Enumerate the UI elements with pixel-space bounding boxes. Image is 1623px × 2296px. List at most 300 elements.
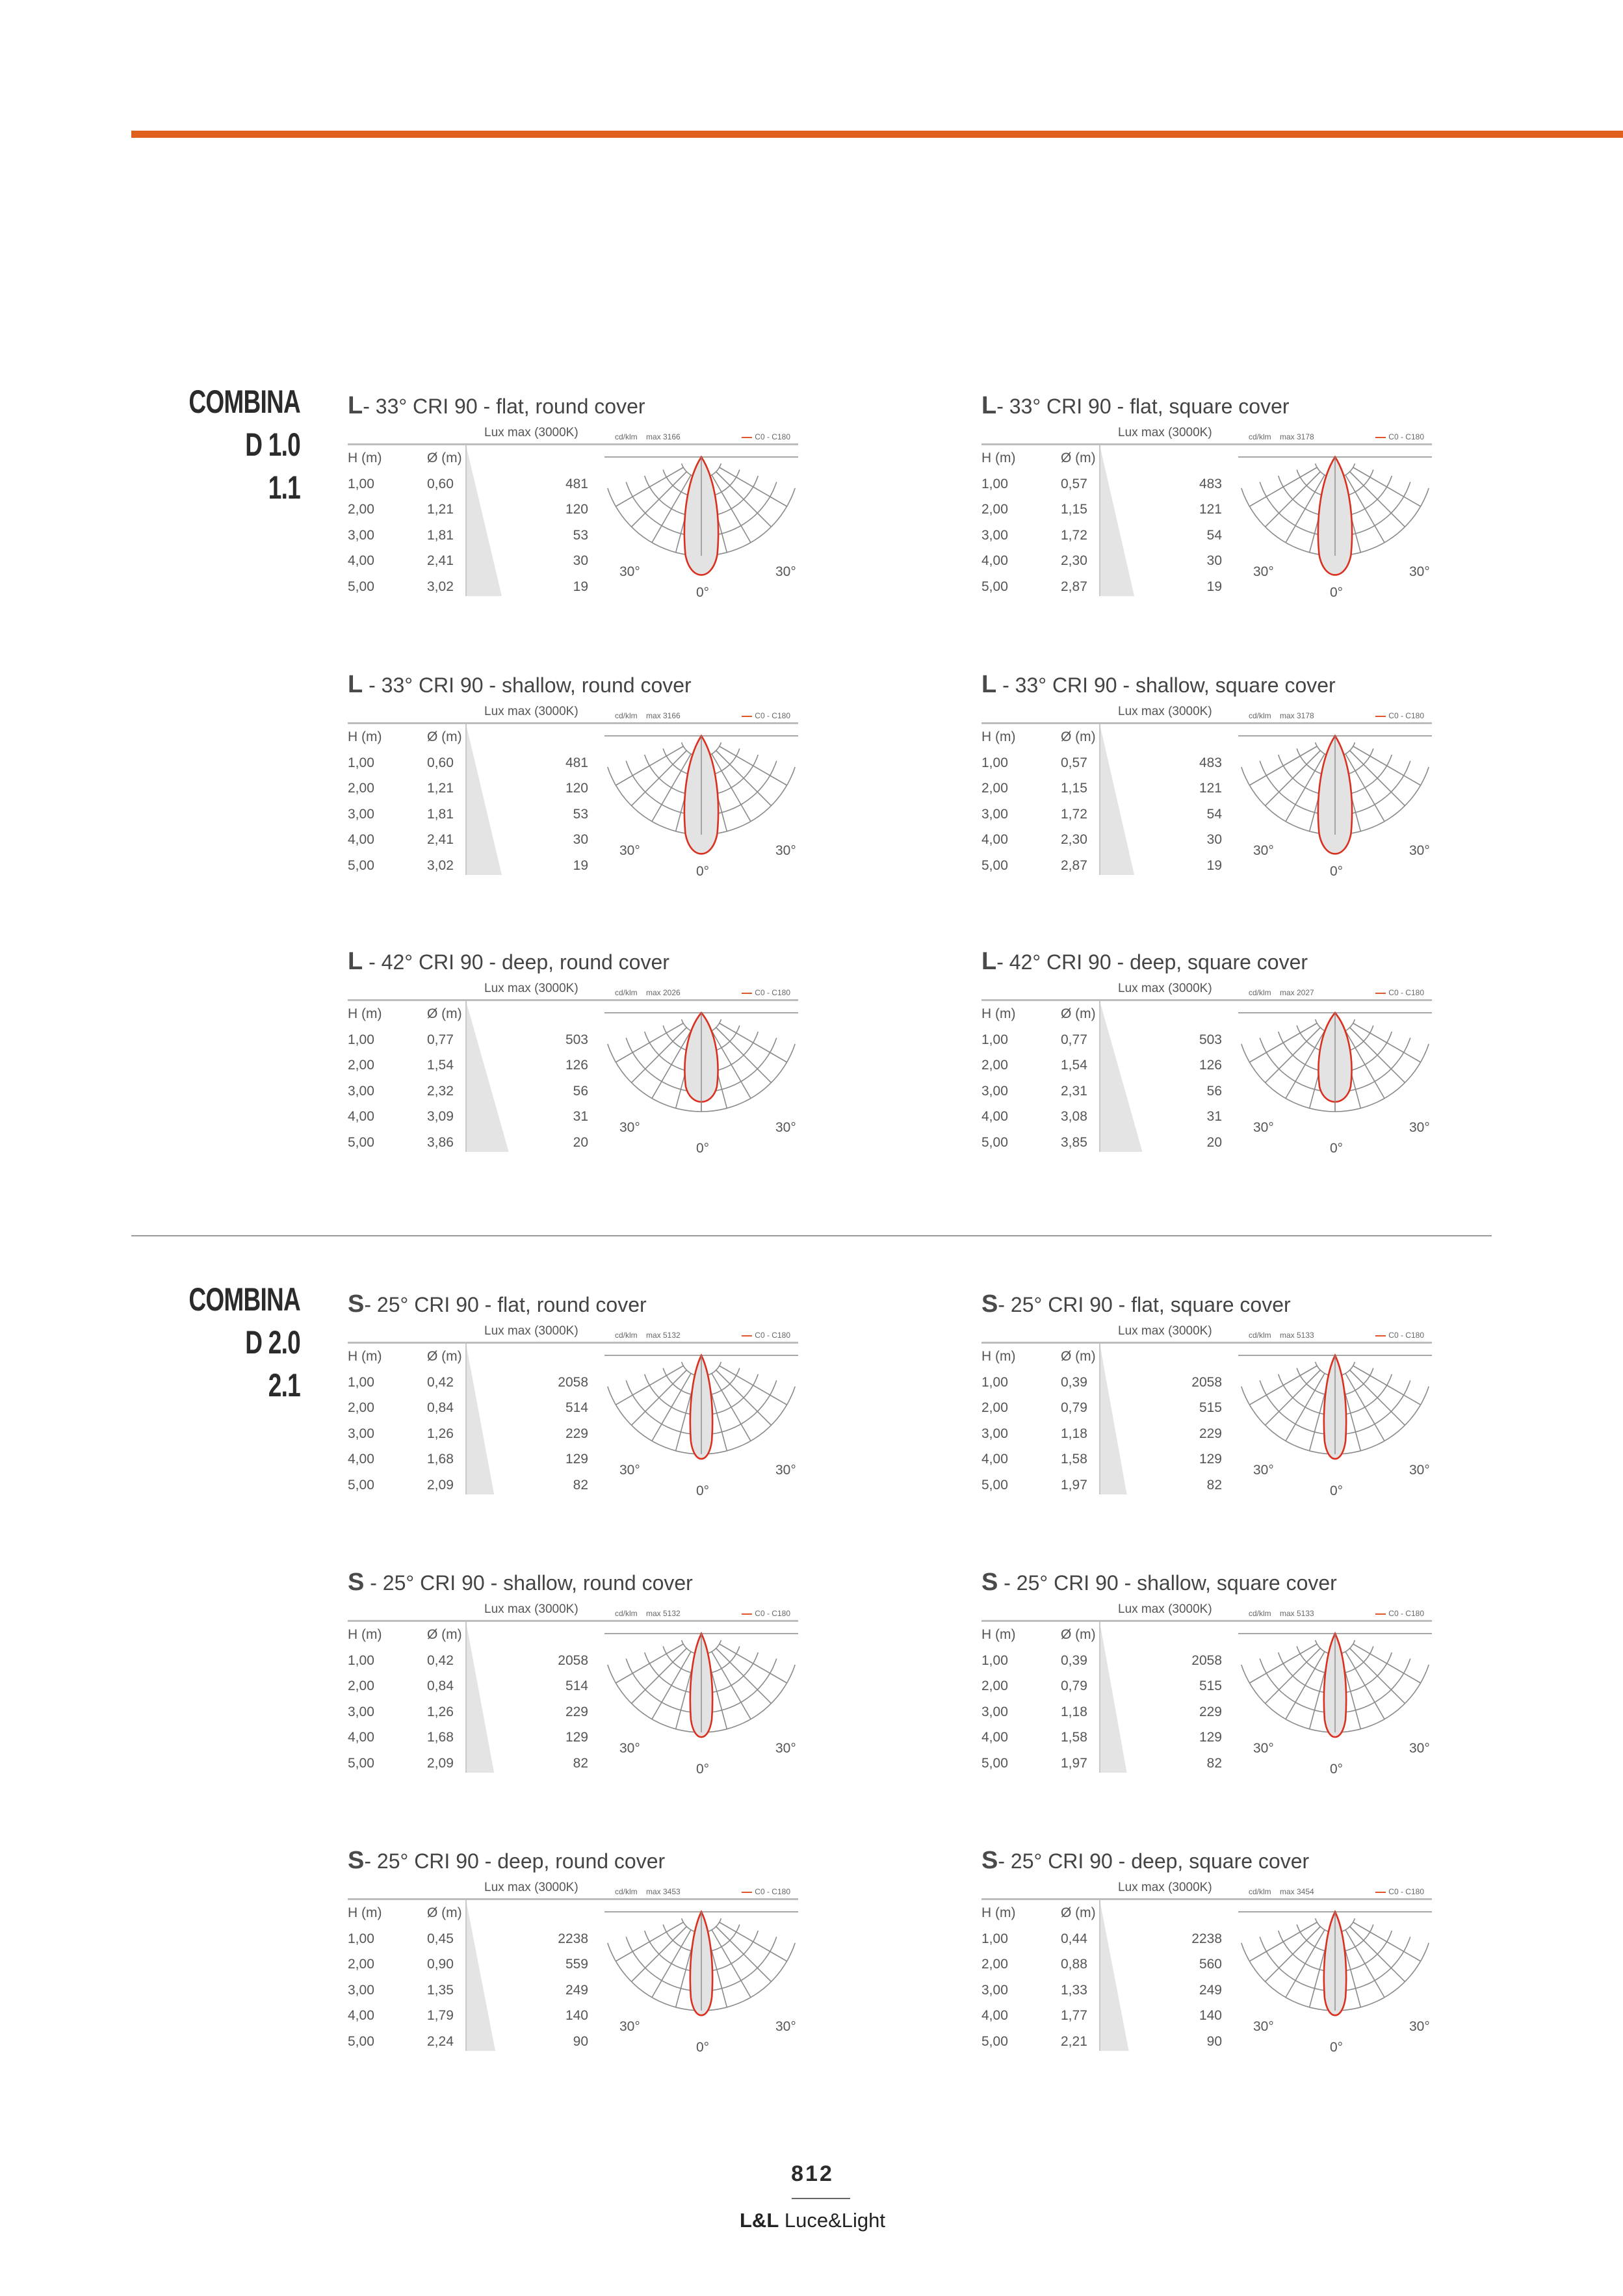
legend-label: C0 - C180: [1388, 1887, 1424, 1896]
angle-label-right: 30°: [775, 1463, 796, 1478]
lux-cell: 514: [565, 1400, 588, 1415]
table-row: [348, 1084, 588, 1108]
height-cell: 5,00: [981, 579, 1008, 594]
diameter-cell: 1,26: [427, 1426, 454, 1441]
photometric-block: [348, 1290, 972, 1505]
table-row: [348, 1983, 588, 2007]
angle-label-left: 30°: [1253, 1120, 1274, 1135]
diameter-cell: 0,84: [427, 1678, 454, 1693]
diameter-cell: Ø (m): [1061, 1006, 1096, 1021]
diameter-cell: 0,84: [427, 1400, 454, 1415]
lux-max-header: Lux max (3000K): [1118, 1881, 1212, 1894]
lux-cell: 560: [1199, 1957, 1222, 1972]
unit-label: cd/klm: [615, 432, 638, 441]
beam-description: - 25° CRI 90 - shallow, square cover: [998, 1571, 1337, 1595]
table-header-row: [981, 1627, 1222, 1652]
diameter-cell: 1,79: [427, 2008, 454, 2023]
angle-label-right: 30°: [1409, 843, 1430, 858]
photometric-block: [348, 1847, 972, 2061]
table-row: [981, 1983, 1222, 2007]
diameter-cell: 0,45: [427, 1931, 454, 1946]
section-title-combina-d1: COMBINA D 1.0 1.1: [188, 384, 300, 506]
unit-label: cd/klm: [1249, 1887, 1271, 1896]
diameter-cell: 1,21: [427, 781, 454, 796]
table-row: [981, 1400, 1222, 1425]
diameter-cell: 2,87: [1061, 857, 1087, 873]
lux-cell: 54: [1206, 806, 1222, 822]
max-intensity: max 5132: [646, 1609, 681, 1618]
lux-cell: 30: [1206, 553, 1222, 568]
photometric-block: [981, 392, 1605, 607]
table-row: [348, 1730, 588, 1755]
legend-label: C0 - C180: [755, 1609, 790, 1618]
angle-label-left: 30°: [1253, 1741, 1274, 1756]
lux-cell: 229: [565, 1426, 588, 1441]
beam-code: S: [981, 1847, 998, 1874]
angle-label-right: 30°: [775, 843, 796, 858]
lux-cell: 30: [573, 832, 588, 847]
height-cell: H (m): [981, 450, 1016, 465]
legend-c0-c180: [1375, 432, 1424, 441]
angle-label-bottom: 0°: [696, 864, 710, 879]
lux-cell: 481: [565, 755, 588, 770]
legend-c0-c180: [1375, 988, 1424, 997]
legend-c0-c180: [1375, 1609, 1424, 1618]
lux-cell: 19: [1206, 857, 1222, 873]
diameter-cell: 2,09: [427, 1477, 454, 1493]
diameter-cell: 1,18: [1061, 1426, 1087, 1441]
table-row: [981, 528, 1222, 553]
lux-cell: 2058: [1191, 1374, 1222, 1390]
angle-label-bottom: 0°: [696, 1762, 710, 1777]
beam-code: S: [348, 1847, 365, 1874]
lux-cell: 54: [1206, 527, 1222, 543]
height-cell: 5,00: [981, 1755, 1008, 1771]
height-cell: 5,00: [348, 579, 374, 594]
block-title: [981, 1847, 1309, 1875]
height-cell: 1,00: [348, 1032, 374, 1047]
height-cell: 3,00: [981, 1083, 1008, 1099]
angle-label-bottom: 0°: [696, 1483, 710, 1498]
diameter-cell: 1,68: [427, 1452, 454, 1467]
brand-logo: [715, 2209, 910, 2232]
lux-cell: 30: [573, 553, 588, 568]
height-cell: 2,00: [348, 1678, 374, 1693]
block-title: [348, 392, 645, 420]
beam-code: S: [981, 1290, 998, 1318]
diameter-cell: 1,54: [427, 1058, 454, 1073]
height-cell: 4,00: [981, 553, 1008, 568]
beam-description: - 25° CRI 90 - flat, round cover: [364, 1293, 647, 1316]
table-row: [981, 1452, 1222, 1476]
angle-label-bottom: 0°: [1330, 2040, 1344, 2055]
lux-max-header: Lux max (3000K): [484, 1881, 578, 1894]
diameter-cell: 2,24: [427, 2033, 454, 2049]
diameter-cell: 1,81: [427, 527, 454, 543]
table-header-row: [348, 1905, 588, 1930]
max-intensity: max 5133: [1280, 1609, 1314, 1618]
table-row: [981, 1957, 1222, 1981]
max-intensity: max 3178: [1280, 711, 1314, 720]
table-row: [981, 1653, 1222, 1678]
angle-label-bottom: 0°: [1330, 1483, 1344, 1498]
height-cell: H (m): [348, 729, 382, 744]
legend-label: C0 - C180: [1388, 711, 1424, 720]
table-row: [981, 1375, 1222, 1400]
height-cell: 5,00: [981, 2033, 1008, 2049]
height-cell: 1,00: [348, 476, 374, 491]
table-row: [981, 1704, 1222, 1729]
diameter-cell: 1,81: [427, 806, 454, 822]
height-cell: 5,00: [348, 1477, 374, 1493]
table-row: [981, 1032, 1222, 1057]
page-number-rule: [792, 2198, 850, 2199]
angle-label-left: 30°: [1253, 564, 1274, 579]
lux-cell: 229: [1199, 1426, 1222, 1441]
table-header-row: [981, 450, 1222, 475]
lux-cell: 90: [573, 2033, 588, 2049]
height-cell: 3,00: [348, 1083, 374, 1099]
lux-cell: 483: [1199, 755, 1222, 770]
photometric-block: [981, 1569, 1605, 1783]
angle-label-left: 30°: [1253, 1463, 1274, 1478]
diameter-cell: 0,42: [427, 1652, 454, 1668]
height-cell: H (m): [348, 1627, 382, 1642]
lux-cell: 82: [1206, 1477, 1222, 1493]
diameter-cell: 1,26: [427, 1704, 454, 1719]
diameter-cell: Ø (m): [427, 1006, 462, 1021]
table-header-row: [981, 1006, 1222, 1031]
diameter-cell: 0,60: [427, 755, 454, 770]
table-row: [348, 1032, 588, 1057]
table-row: [981, 502, 1222, 527]
table-row: [981, 807, 1222, 831]
angle-label-bottom: 0°: [696, 2040, 710, 2055]
beam-description: - 33° CRI 90 - shallow, round cover: [363, 673, 692, 697]
angle-label-left: 30°: [619, 564, 640, 579]
angle-label-bottom: 0°: [1330, 864, 1344, 879]
diameter-cell: Ø (m): [1061, 1349, 1096, 1364]
legend-line-swatch: [1375, 993, 1386, 994]
height-cell: 2,00: [981, 1678, 1008, 1693]
diameter-cell: 2,21: [1061, 2033, 1087, 2049]
legend-c0-c180: [1375, 711, 1424, 720]
height-cell: 5,00: [348, 857, 374, 873]
lux-cell: 82: [573, 1755, 588, 1771]
height-cell: 4,00: [348, 1109, 374, 1124]
legend-c0-c180: [1375, 1331, 1424, 1340]
legend-line-swatch: [742, 437, 752, 438]
table-row: [348, 1375, 588, 1400]
height-cell: 5,00: [348, 2033, 374, 2049]
diameter-cell: Ø (m): [427, 1349, 462, 1364]
polar-header: [604, 1886, 798, 1899]
lux-cell: 249: [1199, 1982, 1222, 1998]
table-row: [348, 781, 588, 805]
beam-description: - 33° CRI 90 - shallow, square cover: [996, 673, 1336, 697]
lux-cell: 129: [1199, 1730, 1222, 1745]
legend-c0-c180: [742, 1887, 790, 1896]
photometric-block: [981, 948, 1605, 1162]
diameter-cell: 2,41: [427, 832, 454, 847]
diameter-cell: 0,77: [427, 1032, 454, 1047]
height-cell: H (m): [348, 1905, 382, 1920]
lux-cell: 229: [565, 1704, 588, 1719]
legend-line-swatch: [1375, 437, 1386, 438]
diameter-cell: 2,30: [1061, 553, 1087, 568]
table-row: [981, 1426, 1222, 1451]
lux-cell: 515: [1199, 1400, 1222, 1415]
height-cell: 2,00: [981, 502, 1008, 517]
table-row: [348, 502, 588, 527]
table-row: [981, 1730, 1222, 1755]
table-row: [348, 1653, 588, 1678]
diameter-cell: 0,39: [1061, 1652, 1087, 1668]
section-divider: [131, 1235, 1492, 1236]
table-row: [981, 832, 1222, 857]
angle-label-left: 30°: [1253, 2019, 1274, 2034]
height-cell: 4,00: [981, 1730, 1008, 1745]
height-cell: 3,00: [348, 1426, 374, 1441]
polar-header: [604, 710, 798, 723]
table-header-row: [981, 729, 1222, 754]
legend-label: C0 - C180: [755, 1887, 790, 1896]
height-cell: 2,00: [981, 1400, 1008, 1415]
lux-max-header: Lux max (3000K): [484, 1324, 578, 1338]
beam-code: L: [348, 948, 363, 975]
legend-line-swatch: [742, 1892, 752, 1893]
diameter-cell: 0,44: [1061, 1931, 1087, 1946]
height-cell: 3,00: [348, 527, 374, 543]
height-cell: 4,00: [348, 1730, 374, 1745]
legend-line-swatch: [742, 1613, 752, 1615]
height-cell: 3,00: [981, 527, 1008, 543]
polar-header: [1238, 1886, 1432, 1899]
max-intensity: max 3166: [646, 432, 681, 441]
height-cell: 2,00: [348, 502, 374, 517]
diameter-cell: 0,79: [1061, 1678, 1087, 1693]
table-row: [981, 858, 1222, 883]
table-header-row: [981, 1349, 1222, 1374]
lux-cell: 503: [565, 1032, 588, 1047]
diameter-cell: 0,77: [1061, 1032, 1087, 1047]
brand-rest: Luce&Light: [779, 2209, 885, 2232]
angle-label-right: 30°: [775, 564, 796, 579]
height-cell: 2,00: [981, 781, 1008, 796]
lux-cell: 30: [1206, 832, 1222, 847]
height-cell: H (m): [981, 1905, 1016, 1920]
lux-cell: 481: [565, 476, 588, 491]
legend-line-swatch: [742, 1335, 752, 1337]
height-cell: 1,00: [348, 1374, 374, 1390]
legend-c0-c180: [742, 988, 790, 997]
diameter-cell: 1,58: [1061, 1730, 1087, 1745]
lux-cell: 19: [1206, 579, 1222, 594]
table-header-row: [348, 1006, 588, 1031]
beam-description: - 33° CRI 90 - flat, square cover: [996, 395, 1290, 418]
section-title-combina-d2: COMBINA D 2.0 2.1: [188, 1281, 300, 1403]
accent-header-bar: [131, 131, 1623, 138]
lux-cell: 19: [573, 579, 588, 594]
unit-label: cd/klm: [1249, 1331, 1271, 1340]
beam-code: L: [348, 671, 363, 698]
diameter-cell: Ø (m): [1061, 1905, 1096, 1920]
photometric-block: [348, 671, 972, 885]
diameter-cell: Ø (m): [427, 1627, 462, 1642]
lux-cell: 90: [1206, 2033, 1222, 2049]
angle-label-left: 30°: [619, 1120, 640, 1135]
height-cell: 1,00: [981, 1032, 1008, 1047]
lux-cell: 19: [573, 857, 588, 873]
lux-cell: 140: [1199, 2008, 1222, 2023]
diameter-cell: 3,02: [427, 857, 454, 873]
table-row: [348, 1452, 588, 1476]
diameter-cell: 0,42: [427, 1374, 454, 1390]
diameter-cell: 1,58: [1061, 1452, 1087, 1467]
height-cell: 4,00: [348, 2008, 374, 2023]
polar-header: [604, 987, 798, 1000]
height-cell: 2,00: [348, 1957, 374, 1972]
beam-code: L: [981, 392, 997, 419]
height-cell: H (m): [348, 450, 382, 465]
beam-description: - 42° CRI 90 - deep, round cover: [363, 950, 669, 974]
angle-label-right: 30°: [775, 1120, 796, 1135]
height-cell: 1,00: [981, 755, 1008, 770]
diameter-cell: 3,02: [427, 579, 454, 594]
diameter-cell: 0,90: [427, 1957, 454, 1972]
table-row: [348, 2034, 588, 2059]
height-cell: 2,00: [348, 1400, 374, 1415]
lux-cell: 2058: [1191, 1652, 1222, 1668]
lux-cell: 514: [565, 1678, 588, 1693]
polar-header: [1238, 987, 1432, 1000]
diameter-cell: 1,35: [427, 1982, 454, 1998]
legend-c0-c180: [742, 711, 790, 720]
diameter-cell: 2,32: [427, 1083, 454, 1099]
table-row: [348, 858, 588, 883]
diameter-cell: 0,60: [427, 476, 454, 491]
beam-description: - 25° CRI 90 - deep, round cover: [364, 1849, 666, 1873]
table-row: [348, 1678, 588, 1703]
lux-cell: 2058: [558, 1652, 588, 1668]
height-cell: 1,00: [981, 1652, 1008, 1668]
height-cell: H (m): [348, 1006, 382, 1021]
table-row: [981, 2008, 1222, 2033]
diameter-cell: Ø (m): [1061, 450, 1096, 465]
diameter-cell: 1,72: [1061, 806, 1087, 822]
lux-cell: 559: [565, 1957, 588, 1972]
block-title: [348, 1569, 693, 1597]
diameter-cell: 3,85: [1061, 1134, 1087, 1150]
height-cell: 5,00: [981, 1134, 1008, 1150]
table-row: [348, 1426, 588, 1451]
table-row: [348, 1957, 588, 1981]
legend-label: C0 - C180: [755, 711, 790, 720]
beam-code: S: [348, 1569, 365, 1596]
beam-description: - 33° CRI 90 - flat, round cover: [363, 395, 645, 418]
diameter-cell: Ø (m): [1061, 729, 1096, 744]
diameter-cell: 1,97: [1061, 1755, 1087, 1771]
table-row: [348, 2008, 588, 2033]
lux-cell: 129: [1199, 1452, 1222, 1467]
diameter-cell: 0,57: [1061, 755, 1087, 770]
table-header-row: [348, 450, 588, 475]
table-row: [981, 1756, 1222, 1781]
table-row: [348, 807, 588, 831]
diameter-cell: 0,79: [1061, 1400, 1087, 1415]
angle-label-bottom: 0°: [1330, 1762, 1344, 1777]
lux-cell: 31: [573, 1109, 588, 1124]
diameter-cell: 1,68: [427, 1730, 454, 1745]
beam-description: - 25° CRI 90 - shallow, round cover: [364, 1571, 693, 1595]
max-intensity: max 3178: [1280, 432, 1314, 441]
beam-code: S: [348, 1290, 365, 1318]
block-title: [981, 948, 1308, 976]
diameter-cell: 3,08: [1061, 1109, 1087, 1124]
table-row: [981, 755, 1222, 780]
table-row: [981, 1109, 1222, 1134]
table-header-row: [348, 1627, 588, 1652]
legend-label: C0 - C180: [1388, 1331, 1424, 1340]
lux-cell: 82: [1206, 1755, 1222, 1771]
table-row: [981, 1135, 1222, 1160]
polar-header: [1238, 431, 1432, 444]
angle-label-right: 30°: [1409, 2019, 1430, 2034]
page-number: 812: [791, 2161, 834, 2186]
diameter-cell: Ø (m): [1061, 1627, 1096, 1642]
unit-label: cd/klm: [1249, 432, 1271, 441]
table-row: [348, 579, 588, 604]
lux-cell: 121: [1199, 781, 1222, 796]
lux-cell: 129: [565, 1452, 588, 1467]
height-cell: 4,00: [981, 832, 1008, 847]
legend-label: C0 - C180: [1388, 988, 1424, 997]
lux-max-header: Lux max (3000K): [484, 705, 578, 718]
lux-cell: 53: [573, 806, 588, 822]
lux-cell: 503: [1199, 1032, 1222, 1047]
beam-description: - 42° CRI 90 - deep, square cover: [996, 950, 1308, 974]
angle-label-left: 30°: [619, 843, 640, 858]
table-row: [981, 553, 1222, 578]
photometric-block: [348, 948, 972, 1162]
height-cell: 4,00: [348, 553, 374, 568]
legend-c0-c180: [1375, 1887, 1424, 1896]
table-row: [981, 781, 1222, 805]
lux-cell: 229: [1199, 1704, 1222, 1719]
height-cell: 3,00: [981, 1982, 1008, 1998]
height-cell: H (m): [981, 729, 1016, 744]
height-cell: 3,00: [348, 1982, 374, 1998]
beam-code: L: [348, 392, 363, 419]
table-row: [981, 579, 1222, 604]
block-title: [348, 1847, 665, 1875]
height-cell: 1,00: [981, 1931, 1008, 1946]
diameter-cell: 2,41: [427, 553, 454, 568]
lux-cell: 129: [565, 1730, 588, 1745]
max-intensity: max 2027: [1280, 988, 1314, 997]
angle-label-left: 30°: [619, 2019, 640, 2034]
beam-code: L: [981, 948, 997, 975]
diameter-cell: 3,09: [427, 1109, 454, 1124]
table-row: [348, 1931, 588, 1956]
angle-label-bottom: 0°: [696, 585, 710, 600]
block-title: [348, 671, 692, 699]
diameter-cell: 2,09: [427, 1755, 454, 1771]
table-row: [348, 1058, 588, 1082]
lux-cell: 249: [565, 1982, 588, 1998]
lux-cell: 515: [1199, 1678, 1222, 1693]
lux-max-header: Lux max (3000K): [484, 1602, 578, 1616]
